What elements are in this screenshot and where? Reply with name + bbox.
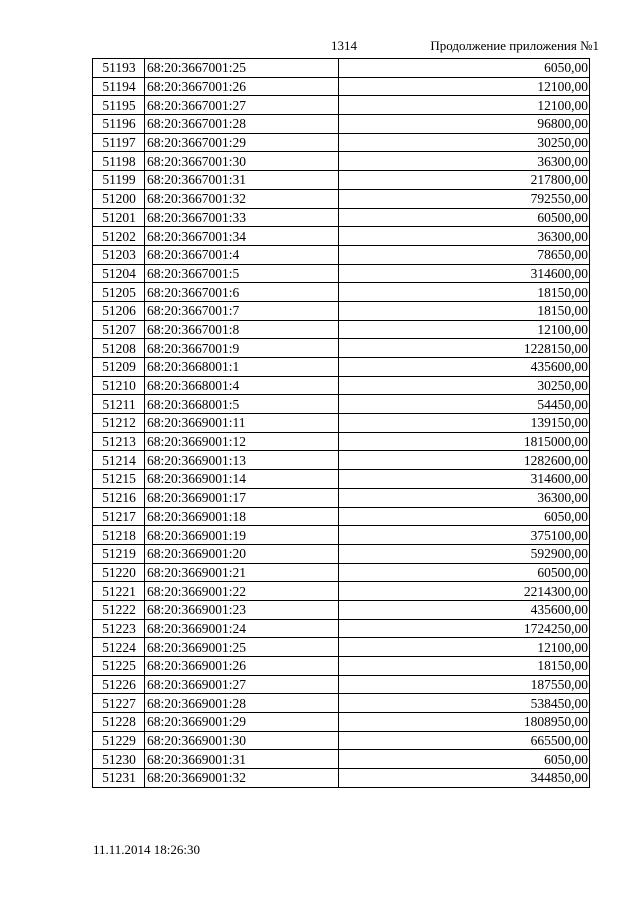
table-row — [93, 208, 590, 227]
row-number: 51203 — [93, 245, 145, 264]
cadastral-value: 314600,00 — [339, 264, 590, 283]
continuation-title: Продолжение приложения №1 — [430, 38, 599, 53]
row-number: 51227 — [93, 694, 145, 713]
table-row — [93, 488, 590, 507]
cadastral-value: 1724250,00 — [339, 619, 590, 638]
row-number: 51218 — [93, 526, 145, 545]
cadastral-value: 36300,00 — [339, 227, 590, 246]
table-row — [93, 77, 590, 96]
cadastral-value: 139150,00 — [339, 414, 590, 433]
table-row — [93, 189, 590, 208]
cadastral-number: 68:20:3667001:9 — [145, 339, 339, 358]
cadastral-value: 1228150,00 — [339, 339, 590, 358]
table-row — [93, 301, 590, 320]
table-row — [93, 283, 590, 302]
row-number: 51230 — [93, 750, 145, 769]
cadastral-value: 30250,00 — [339, 376, 590, 395]
table-row — [93, 245, 590, 264]
row-number: 51229 — [93, 731, 145, 750]
row-number: 51222 — [93, 600, 145, 619]
table-row — [93, 96, 590, 115]
cadastral-value: 1815000,00 — [339, 432, 590, 451]
cadastral-value: 12100,00 — [339, 77, 590, 96]
cadastral-value: 665500,00 — [339, 731, 590, 750]
cadastral-number: 68:20:3667001:28 — [145, 115, 339, 134]
row-number: 51201 — [93, 208, 145, 227]
cadastral-number: 68:20:3669001:22 — [145, 582, 339, 601]
row-number: 51219 — [93, 544, 145, 563]
cadastral-number: 68:20:3669001:23 — [145, 600, 339, 619]
cadastral-value: 18150,00 — [339, 301, 590, 320]
cadastral-value: 217800,00 — [339, 171, 590, 190]
table-row — [93, 358, 590, 377]
table-row — [93, 264, 590, 283]
cadastral-number: 68:20:3667001:4 — [145, 245, 339, 264]
table-row — [93, 451, 590, 470]
table-row — [93, 713, 590, 732]
cadastral-number: 68:20:3668001:1 — [145, 358, 339, 377]
table-row — [93, 657, 590, 676]
row-number: 51221 — [93, 582, 145, 601]
cadastral-number: 68:20:3667001:27 — [145, 96, 339, 115]
cadastral-number: 68:20:3667001:33 — [145, 208, 339, 227]
table-row — [93, 320, 590, 339]
row-number: 51215 — [93, 470, 145, 489]
row-number: 51214 — [93, 451, 145, 470]
table-row — [93, 675, 590, 694]
cadastral-value: 344850,00 — [339, 769, 590, 788]
cadastral-number: 68:20:3669001:14 — [145, 470, 339, 489]
row-number: 51198 — [93, 152, 145, 171]
row-number: 51224 — [93, 638, 145, 657]
table-row — [93, 507, 590, 526]
row-number: 51206 — [93, 301, 145, 320]
cadastral-number: 68:20:3669001:25 — [145, 638, 339, 657]
cadastral-number: 68:20:3669001:17 — [145, 488, 339, 507]
cadastral-number: 68:20:3669001:31 — [145, 750, 339, 769]
cadastral-number: 68:20:3669001:12 — [145, 432, 339, 451]
cadastral-number: 68:20:3669001:11 — [145, 414, 339, 433]
cadastral-value: 6050,00 — [339, 507, 590, 526]
row-number: 51216 — [93, 488, 145, 507]
table-row — [93, 171, 590, 190]
row-number: 51213 — [93, 432, 145, 451]
footer-timestamp: 11.11.2014 18:26:30 — [93, 842, 201, 857]
cadastral-number: 68:20:3667001:29 — [145, 133, 339, 152]
cadastral-value: 435600,00 — [339, 358, 590, 377]
table-row — [93, 376, 590, 395]
cadastral-number: 68:20:3667001:7 — [145, 301, 339, 320]
cadastral-number: 68:20:3667001:30 — [145, 152, 339, 171]
row-number: 51220 — [93, 563, 145, 582]
cadastral-number: 68:20:3667001:5 — [145, 264, 339, 283]
cadastral-value: 18150,00 — [339, 657, 590, 676]
table-row — [93, 470, 590, 489]
table-row — [93, 731, 590, 750]
cadastral-value: 2214300,00 — [339, 582, 590, 601]
cadastral-value: 314600,00 — [339, 470, 590, 489]
cadastral-value: 6050,00 — [339, 750, 590, 769]
cadastral-number: 68:20:3667001:34 — [145, 227, 339, 246]
row-number: 51217 — [93, 507, 145, 526]
cadastral-value: 36300,00 — [339, 488, 590, 507]
cadastral-value: 12100,00 — [339, 96, 590, 115]
row-number: 51210 — [93, 376, 145, 395]
table-row — [93, 152, 590, 171]
cadastral-value: 96800,00 — [339, 115, 590, 134]
cadastral-number: 68:20:3669001:13 — [145, 451, 339, 470]
cadastral-number: 68:20:3667001:25 — [145, 59, 339, 78]
cadastral-number: 68:20:3668001:5 — [145, 395, 339, 414]
cadastral-value: 30250,00 — [339, 133, 590, 152]
cadastral-number: 68:20:3669001:21 — [145, 563, 339, 582]
cadastral-number: 68:20:3667001:6 — [145, 283, 339, 302]
cadastral-number: 68:20:3669001:30 — [145, 731, 339, 750]
row-number: 51197 — [93, 133, 145, 152]
table-row — [93, 638, 590, 657]
cadastral-value: 18150,00 — [339, 283, 590, 302]
cadastral-number: 68:20:3667001:31 — [145, 171, 339, 190]
table-row — [93, 563, 590, 582]
cadastral-number: 68:20:3669001:28 — [145, 694, 339, 713]
cadastral-value: 6050,00 — [339, 59, 590, 78]
cadastral-number: 68:20:3667001:32 — [145, 189, 339, 208]
cadastral-number: 68:20:3669001:24 — [145, 619, 339, 638]
row-number: 51231 — [93, 769, 145, 788]
page-number: 1314 — [331, 38, 357, 53]
table-row — [93, 544, 590, 563]
row-number: 51205 — [93, 283, 145, 302]
row-number: 51208 — [93, 339, 145, 358]
row-number: 51228 — [93, 713, 145, 732]
row-number: 51212 — [93, 414, 145, 433]
cadastral-value: 592900,00 — [339, 544, 590, 563]
table-row — [93, 414, 590, 433]
row-number: 51226 — [93, 675, 145, 694]
row-number: 51223 — [93, 619, 145, 638]
cadastral-value: 78650,00 — [339, 245, 590, 264]
cadastral-number: 68:20:3669001:20 — [145, 544, 339, 563]
cadastral-number: 68:20:3669001:29 — [145, 713, 339, 732]
row-number: 51225 — [93, 657, 145, 676]
cadastral-number: 68:20:3669001:26 — [145, 657, 339, 676]
row-number: 51211 — [93, 395, 145, 414]
cadastral-value: 187550,00 — [339, 675, 590, 694]
cadastral-value: 12100,00 — [339, 320, 590, 339]
table-row — [93, 115, 590, 134]
row-number: 51207 — [93, 320, 145, 339]
table-body — [93, 59, 590, 788]
row-number: 51195 — [93, 96, 145, 115]
cadastral-value: 375100,00 — [339, 526, 590, 545]
row-number: 51194 — [93, 77, 145, 96]
row-number: 51193 — [93, 59, 145, 78]
cadastral-number: 68:20:3667001:8 — [145, 320, 339, 339]
cadastral-number: 68:20:3668001:4 — [145, 376, 339, 395]
table-row — [93, 619, 590, 638]
row-number: 51204 — [93, 264, 145, 283]
cadastral-value: 538450,00 — [339, 694, 590, 713]
table-row — [93, 432, 590, 451]
cadastral-number: 68:20:3669001:32 — [145, 769, 339, 788]
cadastral-value: 12100,00 — [339, 638, 590, 657]
row-number: 51202 — [93, 227, 145, 246]
cadastral-number: 68:20:3669001:18 — [145, 507, 339, 526]
table-row — [93, 526, 590, 545]
table-row — [93, 694, 590, 713]
cadastral-value: 792550,00 — [339, 189, 590, 208]
table-row — [93, 339, 590, 358]
cadastral-number: 68:20:3669001:27 — [145, 675, 339, 694]
table-row — [93, 750, 590, 769]
cadastral-value: 1282600,00 — [339, 451, 590, 470]
table-row — [93, 582, 590, 601]
cadastral-value: 60500,00 — [339, 563, 590, 582]
cadastral-number: 68:20:3669001:19 — [145, 526, 339, 545]
cadastral-value: 36300,00 — [339, 152, 590, 171]
table-row — [93, 395, 590, 414]
cadastral-table-container — [92, 58, 590, 788]
row-number: 51199 — [93, 171, 145, 190]
cadastral-value: 54450,00 — [339, 395, 590, 414]
row-number: 51209 — [93, 358, 145, 377]
table-row — [93, 769, 590, 788]
cadastral-value: 435600,00 — [339, 600, 590, 619]
table-row — [93, 227, 590, 246]
table-row — [93, 59, 590, 78]
cadastral-value: 60500,00 — [339, 208, 590, 227]
cadastral-number: 68:20:3667001:26 — [145, 77, 339, 96]
row-number: 51196 — [93, 115, 145, 134]
cadastral-table — [92, 58, 590, 788]
row-number: 51200 — [93, 189, 145, 208]
cadastral-value: 1808950,00 — [339, 713, 590, 732]
table-row — [93, 133, 590, 152]
table-row — [93, 600, 590, 619]
